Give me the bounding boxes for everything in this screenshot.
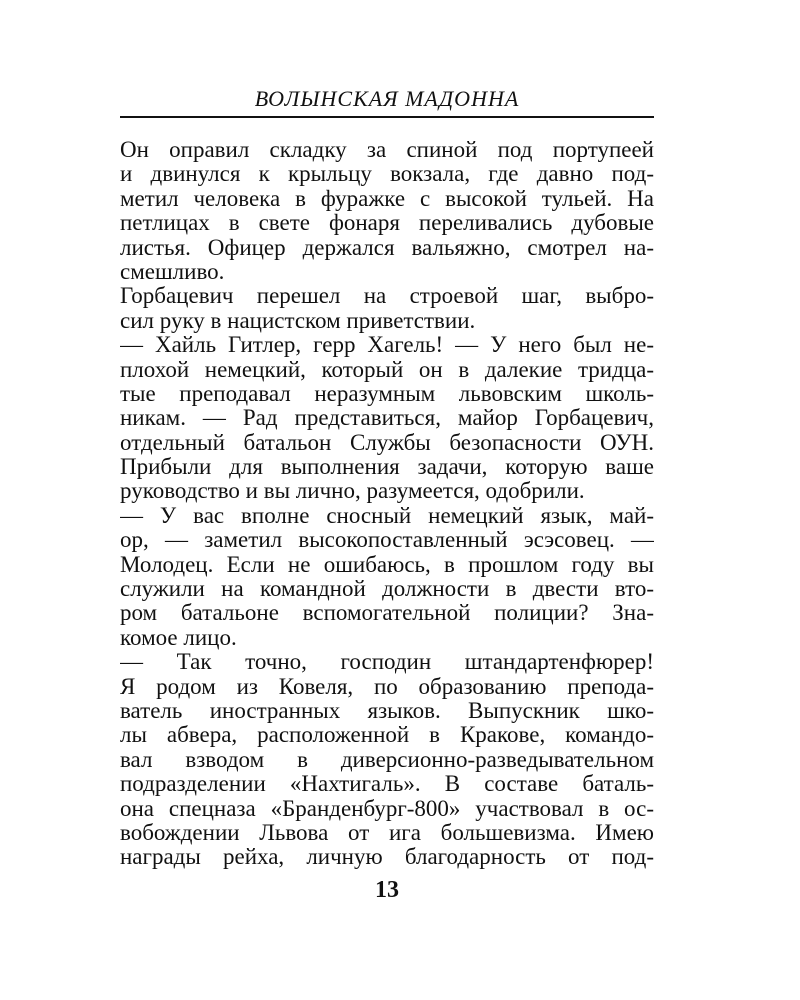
text-line: подразделении «Нахтигаль». В составе баталь- bbox=[120, 772, 654, 797]
text-line: смешливо. bbox=[120, 259, 225, 284]
text-line: плохой немецкий, который он в далекие тридца- bbox=[120, 357, 654, 382]
text-line: — У вас вполне сносный немецкий язык, май- bbox=[120, 503, 654, 528]
text-line: служили на командной должности в двести вто- bbox=[120, 577, 654, 602]
text-line: Прибыли для выполнения задачи, которую ваше bbox=[120, 455, 654, 480]
page-number: 13 bbox=[375, 877, 399, 903]
text-line: отдельный батальон Службы безопасности ОУН. bbox=[120, 430, 654, 455]
text-line: руководство и вы лично, разумеется, одобрили. bbox=[120, 479, 585, 504]
text-line: Молодец. Если не ошибаюсь, в прошлом году вы bbox=[120, 552, 654, 577]
header-rule bbox=[120, 116, 654, 118]
running-head: ВОЛЫНСКАЯ МАДОННА bbox=[254, 86, 520, 111]
text-line: она спецназа «Бранденбург-800» участвовал в ос- bbox=[120, 796, 654, 821]
text-line: вобождении Львова от ига большевизма. Имею bbox=[120, 820, 654, 845]
text-line: — Хайль Гитлер, герр Хагель! — У него был не- bbox=[120, 333, 654, 358]
text-line: листья. Офицер держался вальяжно, смотрел на- bbox=[120, 235, 654, 260]
text-line: ор, — заметил высокопоставленный эсэсовец. — bbox=[120, 528, 654, 553]
text-line: лы абвера, расположенной в Кракове, командо- bbox=[120, 723, 654, 748]
text-line: ром батальоне вспомогательной полиции? Зна- bbox=[120, 601, 654, 626]
text-line: Он оправил складку за спиной под портупеей bbox=[120, 138, 654, 162]
text-line: никам. — Рад представиться, майор Горбацевич, bbox=[120, 406, 654, 431]
text-line: Горбацевич перешел на строевой шаг, выбро- bbox=[120, 284, 654, 309]
text-line: сил руку в нацистском приветствии. bbox=[120, 308, 476, 333]
body-text bbox=[120, 138, 654, 870]
text-line: награды рейха, личную благодарность от под- bbox=[120, 845, 654, 870]
text-line: Я родом из Ковеля, по образованию препода- bbox=[120, 674, 654, 699]
text-line: и двинулся к крыльцу вокзала, где давно под- bbox=[120, 162, 654, 187]
text-line: вал взводом в диверсионно-разведывательном bbox=[120, 747, 654, 772]
text-line: тые преподавал неразумным львовским школь- bbox=[120, 381, 654, 406]
text-line: комое лицо. bbox=[120, 625, 237, 650]
text-line: метил человека в фуражке с высокой тульей. На bbox=[120, 186, 654, 211]
text-line: — Так точно, господин штандартенфюрер! bbox=[120, 650, 654, 675]
text-line: петлицах в свете фонаря переливались дубовые bbox=[120, 211, 654, 236]
text-line: ватель иностранных языков. Выпускник шко- bbox=[120, 698, 654, 723]
